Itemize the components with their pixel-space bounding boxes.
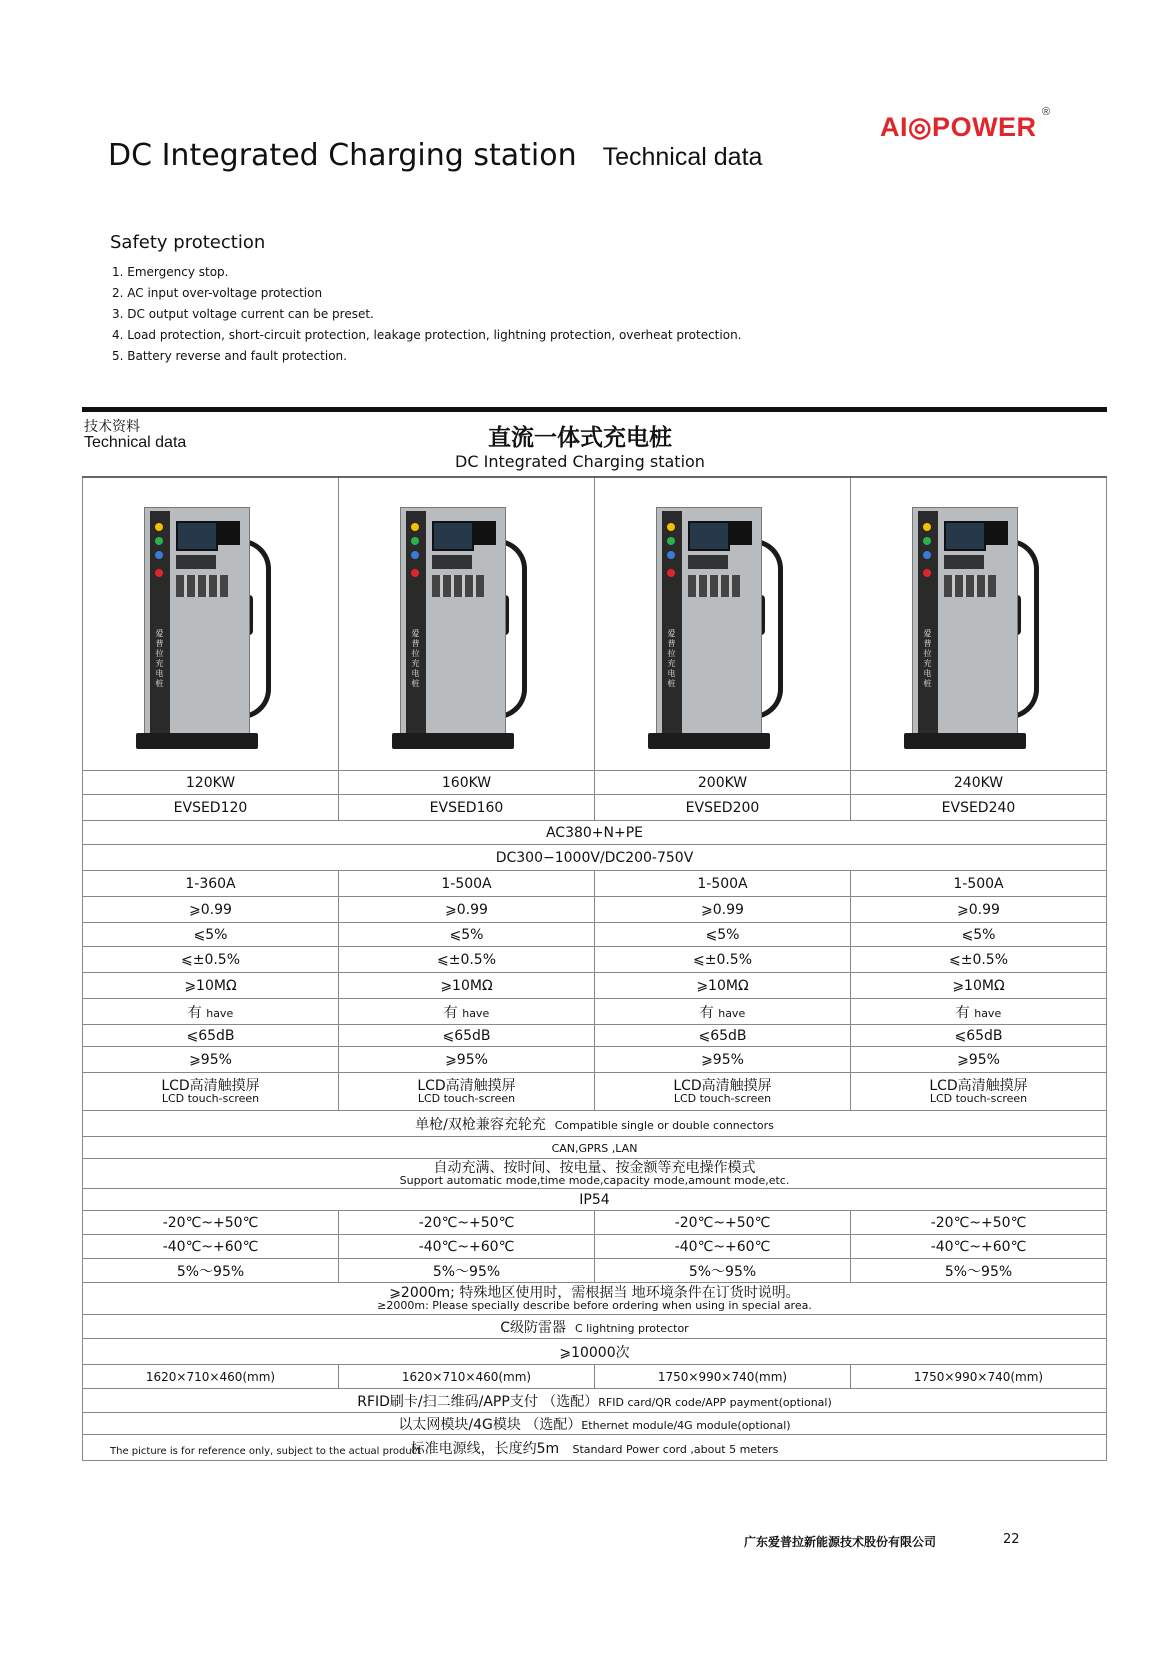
table-row-model [83,795,1107,821]
safety-item: 4. Load protection, short-circuit protection, leakage protection, lightning protection, overheat protection. [112,328,742,342]
cell: ⩾95% [339,1047,595,1073]
cell: DC300−1000V/DC200-750V [83,845,1107,871]
charger-brand-label: 爱普拉充电桩 [155,629,164,688]
brand-logo: AI◎POWER ® [880,106,1051,142]
product-image-cell [339,477,595,771]
image-row [83,477,1107,771]
company-name: 广东爱普拉新能源技术股份有限公司 [744,1535,937,1549]
page-subtitle: Technical data [602,143,763,171]
tech-data-label-cn: 技术资料 [84,419,140,435]
table-row-altitude [83,1283,1107,1315]
table-row-ip [83,1189,1107,1211]
table-row-power-factor [83,897,1107,923]
cell: 单枪/双枪兼容充轮充 Compatible single or double connectors [83,1111,1107,1137]
cell: -20℃~+50℃ [595,1211,851,1235]
table-title-en: DC Integrated Charging station [455,452,705,471]
cell: ⩾0.99 [83,897,339,923]
charger-brand-label: 爱普拉充电桩 [667,629,676,688]
cell: 5%～95% [595,1259,851,1283]
footnote: The picture is for reference only, subject to the actual product [110,1446,422,1457]
cell: AC380+N+PE [83,821,1107,845]
table-row-work-temp [83,1211,1107,1235]
cell: EVSED120 [83,795,339,821]
table-row-input [83,821,1107,845]
cell: ⩾10MΩ [595,973,851,999]
safety-list [112,262,741,367]
cell: 自动充满、按时间、按电量、按金额等充电操作模式 Support automatic mode,time mode,capacity mode,amount mode,etc. [83,1159,1107,1189]
cell: 有 have [339,999,595,1025]
charger-brand-label: 爱普拉充电桩 [923,629,932,688]
cell: ⩾10MΩ [83,973,339,999]
safety-item: 3. DC output voltage current can be preset. [112,307,374,321]
cell: LCD高清触摸屏 LCD touch-screen [83,1073,339,1111]
safety-item: 1. Emergency stop. [112,265,229,279]
table-row-storage-temp [83,1235,1107,1259]
cell: 160KW [339,771,595,795]
cell: ⩽5% [595,923,851,947]
cell: LCD高清触摸屏 LCD touch-screen [851,1073,1107,1111]
cell: 以太网模块/4G模块 （选配）Ethernet module/4G module(optional) [83,1413,1107,1435]
cell: 1-500A [851,871,1107,897]
cell: -20℃~+50℃ [851,1211,1107,1235]
table-row-humidity [83,1259,1107,1283]
cell: ⩾95% [595,1047,851,1073]
cell: ⩽±0.5% [851,947,1107,973]
cell: RFID刷卡/扫二维码/APP支付 （选配）RFID card/QR code/APP payment(optional) [83,1389,1107,1413]
tech-data-label-en: Technical data [84,434,187,451]
safety-item: 5. Battery reverse and fault protection. [112,349,347,363]
table-row-have [83,999,1107,1025]
cell: ⩾95% [83,1047,339,1073]
table-row-voltage [83,845,1107,871]
table-row-connectors [83,1111,1107,1137]
cell: ⩽5% [83,923,339,947]
table-row-modes [83,1159,1107,1189]
section-divider [82,407,1107,412]
cell: IP54 [83,1189,1107,1211]
cell: -40℃~+60℃ [83,1235,339,1259]
cell: 有 have [83,999,339,1025]
cell: 5%～95% [83,1259,339,1283]
cell: ⩽65dB [339,1025,595,1047]
spec-table [82,476,1107,1461]
cell: C级防雷器 C lightning protector [83,1315,1107,1339]
cell: 有 have [595,999,851,1025]
cell: ⩽±0.5% [595,947,851,973]
cell: -40℃~+60℃ [339,1235,595,1259]
cell: CAN,GPRS ,LAN [83,1137,1107,1159]
table-row-display [83,1073,1107,1111]
cell: ⩽65dB [851,1025,1107,1047]
product-image-cell [851,477,1107,771]
cell: ⩾95% [851,1047,1107,1073]
table-row-power [83,771,1107,795]
cell: ⩽±0.5% [83,947,339,973]
table-row-accuracy [83,947,1107,973]
cell: -40℃~+60℃ [595,1235,851,1259]
cell: -40℃~+60℃ [851,1235,1107,1259]
cell: ⩾10MΩ [339,973,595,999]
cell: 5%～95% [851,1259,1107,1283]
cell: 5%～95% [339,1259,595,1283]
table-row-insulation [83,973,1107,999]
safety-heading: Safety protection [110,232,266,253]
cell: EVSED240 [851,795,1107,821]
product-image-cell [595,477,851,771]
table-row-current [83,871,1107,897]
cell: 1750×990×740(mm) [851,1365,1107,1389]
cell: EVSED160 [339,795,595,821]
cell: -20℃~+50℃ [339,1211,595,1235]
cell: 1750×990×740(mm) [595,1365,851,1389]
page-number: 22 [1003,1532,1020,1547]
cell: 1620×710×460(mm) [339,1365,595,1389]
table-row-payment [83,1389,1107,1413]
table-row-cycles [83,1339,1107,1365]
table-row-dimensions [83,1365,1107,1389]
table-title-cn: 直流一体式充电桩 [488,425,672,451]
cell: ⩾0.99 [851,897,1107,923]
cell: 1-500A [339,871,595,897]
cell: LCD高清触摸屏 LCD touch-screen [339,1073,595,1111]
cell: 标准电源线，长度约5m Standard Power cord ,about 5 meters [83,1435,1107,1461]
table-row-noise [83,1025,1107,1047]
charger-image [648,499,798,749]
cell: ⩾10000次 [83,1339,1107,1365]
charger-image [904,499,1054,749]
cell: ⩽5% [851,923,1107,947]
page-title: DC Integrated Charging station Technical data [108,138,763,173]
table-row-thd [83,923,1107,947]
table-row-efficiency [83,1047,1107,1073]
cell: ⩽±0.5% [339,947,595,973]
cell: 120KW [83,771,339,795]
cell: ⩾0.99 [595,897,851,923]
charger-image [392,499,542,749]
cell: 1620×710×460(mm) [83,1365,339,1389]
table-row-comm [83,1137,1107,1159]
cell: ⩾10MΩ [851,973,1107,999]
cell: 200KW [595,771,851,795]
cell: ⩽5% [339,923,595,947]
cell: 有 have [851,999,1107,1025]
cell: 240KW [851,771,1107,795]
cell: ⩾2000m; 特殊地区使用时，需根据当 地环境条件在订货时说明。 ≥2000m: Please specially describe before ordering when using in special area. [83,1283,1107,1315]
cell: ⩽65dB [595,1025,851,1047]
charger-brand-label: 爱普拉充电桩 [411,629,420,688]
cell: 1-500A [595,871,851,897]
safety-item: 2. AC input over-voltage protection [112,286,323,300]
charger-image [136,499,286,749]
cell: 1-360A [83,871,339,897]
cell: -20℃~+50℃ [83,1211,339,1235]
product-image-cell [83,477,339,771]
cell: ⩾0.99 [339,897,595,923]
cell: EVSED200 [595,795,851,821]
table-row-lightning [83,1315,1107,1339]
table-row-network [83,1413,1107,1435]
cell: ⩽65dB [83,1025,339,1047]
cell: LCD高清触摸屏 LCD touch-screen [595,1073,851,1111]
